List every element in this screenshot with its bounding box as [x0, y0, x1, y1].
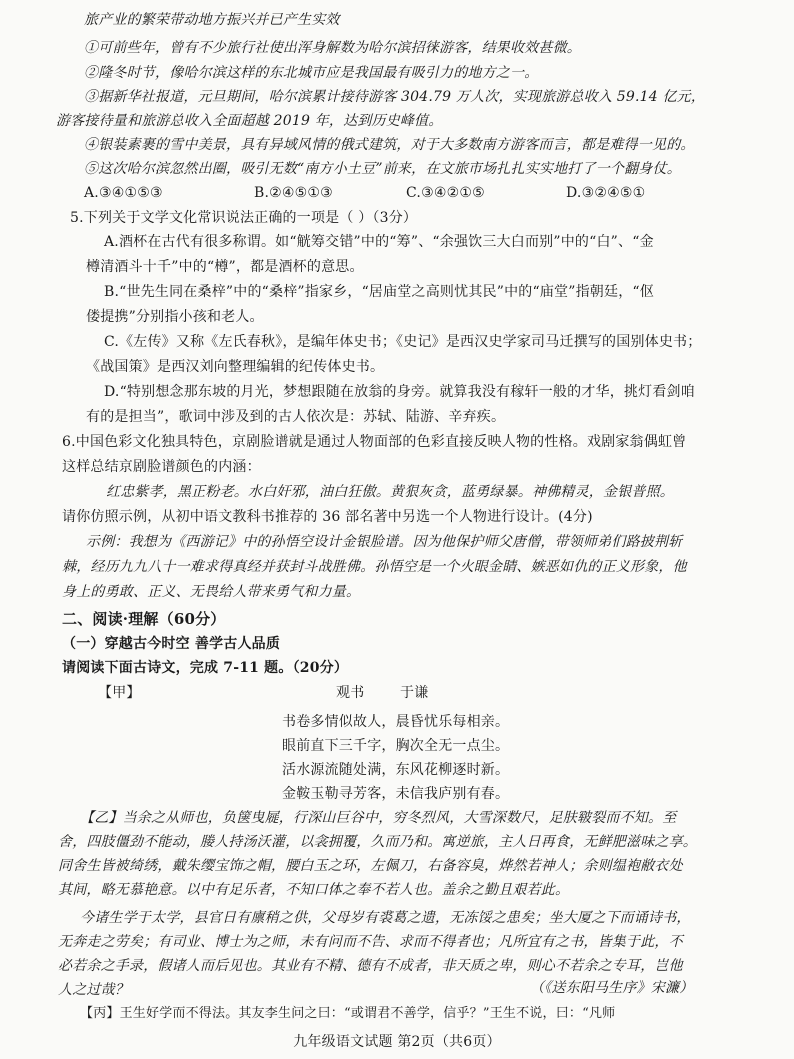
q5-option-d-line2: 有的是担当”，歌词中涉及到的古人依次是：苏轼、陆游、辛弃疾。	[86, 409, 506, 425]
jia-label: 【甲】	[98, 685, 141, 701]
reading-instruction: 请阅读下面古诗文，完成 7-11 题。（20分）	[62, 660, 349, 676]
yi-line-2: 舍，四肢僵劲不能动，媵人持汤沃灌，以衾拥覆，久而乃和。寓逆旅，主人日再食，无鲜肥滋味之享。	[58, 834, 697, 850]
q5-option-c-line2: 《战国策》是西汉刘向整理编辑的纪传体史书。	[86, 359, 385, 375]
bing-line-1: 【丙】王生好学而不得法。其友李生问之曰：“或谓君不善学，信乎？”王生不说，曰：“凡师	[80, 1006, 616, 1021]
q4-option-b: B.②④⑤①③	[254, 185, 333, 201]
yi-line-7: 必若余之手录，假诸人而后见也。其业有不精、德有不成者，非天质之卑，则心不若余之专耳，岂他	[58, 958, 683, 974]
q4-option-d: D.③②④⑤①	[566, 185, 646, 201]
q5-option-c-line1: C.《左传》又称《左氏春秋》，是编年体史书；《史记》是西汉史学家司马迁撰写的国别体史书；	[104, 334, 702, 350]
q5-option-a-line1: A.酒杯在古代有很多称谓。如“觥筹交错”中的“筹”、“余强饮三大白而别”中的“白”、“金	[104, 234, 654, 250]
section-2-title: 二、阅读·理解（60分）	[62, 610, 226, 628]
q6-example-line1: 示例：我想为《西游记》中的孙悟空设计金银脸谱。因为他保护师父唐僧，带领师弟们路披荆斩	[86, 534, 683, 550]
q5-option-b-line1: B.“世先生同在桑梓”中的“桑梓”指家乡，“居庙堂之高则忧其民”中的“庙堂”指朝廷，“伛	[104, 284, 654, 300]
page-footer: 九年级语文试题 第2页（共6页）	[293, 1034, 501, 1050]
q5-stem: 5.下列关于文学文化常识说法正确的一项是（ ）（3分）	[70, 210, 418, 226]
q6-line1: 6.中国色彩文化独具特色，京剧脸谱就是通过人物面部的色彩直接反映人物的性格。戏剧家翁偶虹曾	[62, 434, 687, 450]
q4-sentence-2: ②隆冬时节，像哈尔滨这样的东北城市应是我国最有吸引力的地方之一。	[84, 65, 539, 81]
q4-sentence-4: ④银装素裹的雪中美景，具有异域风情的俄式建筑，对于大多数南方游客而言，都是难得一见的。	[84, 137, 695, 153]
q5-option-b-line2: 偻提携”分别指小孩和老人。	[86, 309, 264, 325]
yi-line-6: 无奔走之劳矣；有司业、博士为之师，未有问而不告、求而不得者也；凡所宜有之书，皆集于此，不	[58, 934, 683, 950]
yi-line-5: 今诸生学于太学，县官日有廪稍之供，父母岁有裘葛之遗，无冻馁之患矣；坐大厦之下而诵诗书，	[80, 910, 691, 926]
q4-sentence-5: ⑤这次哈尔滨忽然出圈，吸引无数“南方小土豆”前来，在文旅市场扎扎实实地打了一个翻身仗。	[84, 161, 681, 177]
yi-line-8: 人之过哉？	[58, 982, 129, 998]
q4-intro: 旅产业的繁荣带动地方振兴并已产生实效	[84, 12, 340, 28]
yi-line-3: 同舍生皆被绮绣，戴朱缨宝饰之帽，腰白玉之环，左佩刀，右备容臭，烨然若神人；余则缊袍敝衣处	[58, 858, 683, 874]
poem-line-2: 眼前直下三千字，胸次全无一点尘。	[282, 738, 510, 754]
q6-example-line3: 身上的勇敢、正义、无畏给人带来勇气和力量。	[62, 584, 361, 600]
yi-line-1: 【乙】当余之从师也，负箧曳屣，行深山巨谷中，穷冬烈风，大雪深数尺，足肤皲裂而不知。至	[80, 810, 677, 826]
poem-line-1: 书卷多情似故人，晨昏忧乐每相亲。	[282, 714, 510, 730]
poem-title: 观书	[336, 685, 365, 701]
yi-source: （《送东阳马生序》宋濂）	[530, 980, 694, 996]
poem-author: 于谦	[400, 685, 429, 701]
q5-option-d-line1: D.“特别想念那东坡的月光，梦想跟随在放翁的身旁。就算我没有稼轩一般的才华，挑灯看剑咱	[104, 384, 695, 400]
q6-poem: 红忠紫孝，黑正粉老。水白奸邪，油白狂傲。黄狠灰贪，蓝勇绿暴。神佛精灵，金银普照。	[106, 484, 674, 500]
poem-line-4: 金鞍玉勒寻芳客，未信我庐别有春。	[282, 786, 510, 802]
q4-option-c: C.③④②①⑤	[406, 185, 485, 201]
q4-sentence-3a: ③据新华社报道，元旦期间，哈尔滨累计接待游客 304.79 万人次，实现旅游总收入 59.14 亿元，	[84, 89, 706, 105]
yi-line-4: 其间，略无慕艳意。以中有足乐者，不知口体之奉不若人也。盖余之勤且艰若此。	[58, 882, 570, 898]
q4-sentence-1: ①可前些年，曾有不少旅行社使出浑身解数为哈尔滨招徕游客，结果收效甚微。	[84, 40, 581, 56]
q4-option-a: A.③④①⑤③	[84, 185, 163, 201]
q6-example-line2: 棘，经历九九八十一难求得真经并获封斗战胜佛。孙悟空是一个火眼金睛、嫉恶如仇的正义形象，他	[62, 559, 687, 575]
q4-sentence-3b: 游客接待量和旅游总收入全面超越 2019 年，达到历史峰值。	[56, 113, 443, 129]
subsection-1-title: （一）穿越古今时空 善学古人品质	[62, 636, 281, 652]
q5-option-a-line2: 樽清酒斗十千”中的“樽”，都是酒杯的意思。	[86, 259, 364, 275]
q6-line2: 这样总结京剧脸谱颜色的内涵：	[62, 459, 261, 475]
q6-task: 请你仿照示例，从初中语文教科书推荐的 36 部名著中另选一个人物进行设计。(4分)	[62, 509, 593, 525]
poem-line-3: 活水源流随处满，东风花柳逐时新。	[282, 762, 510, 778]
